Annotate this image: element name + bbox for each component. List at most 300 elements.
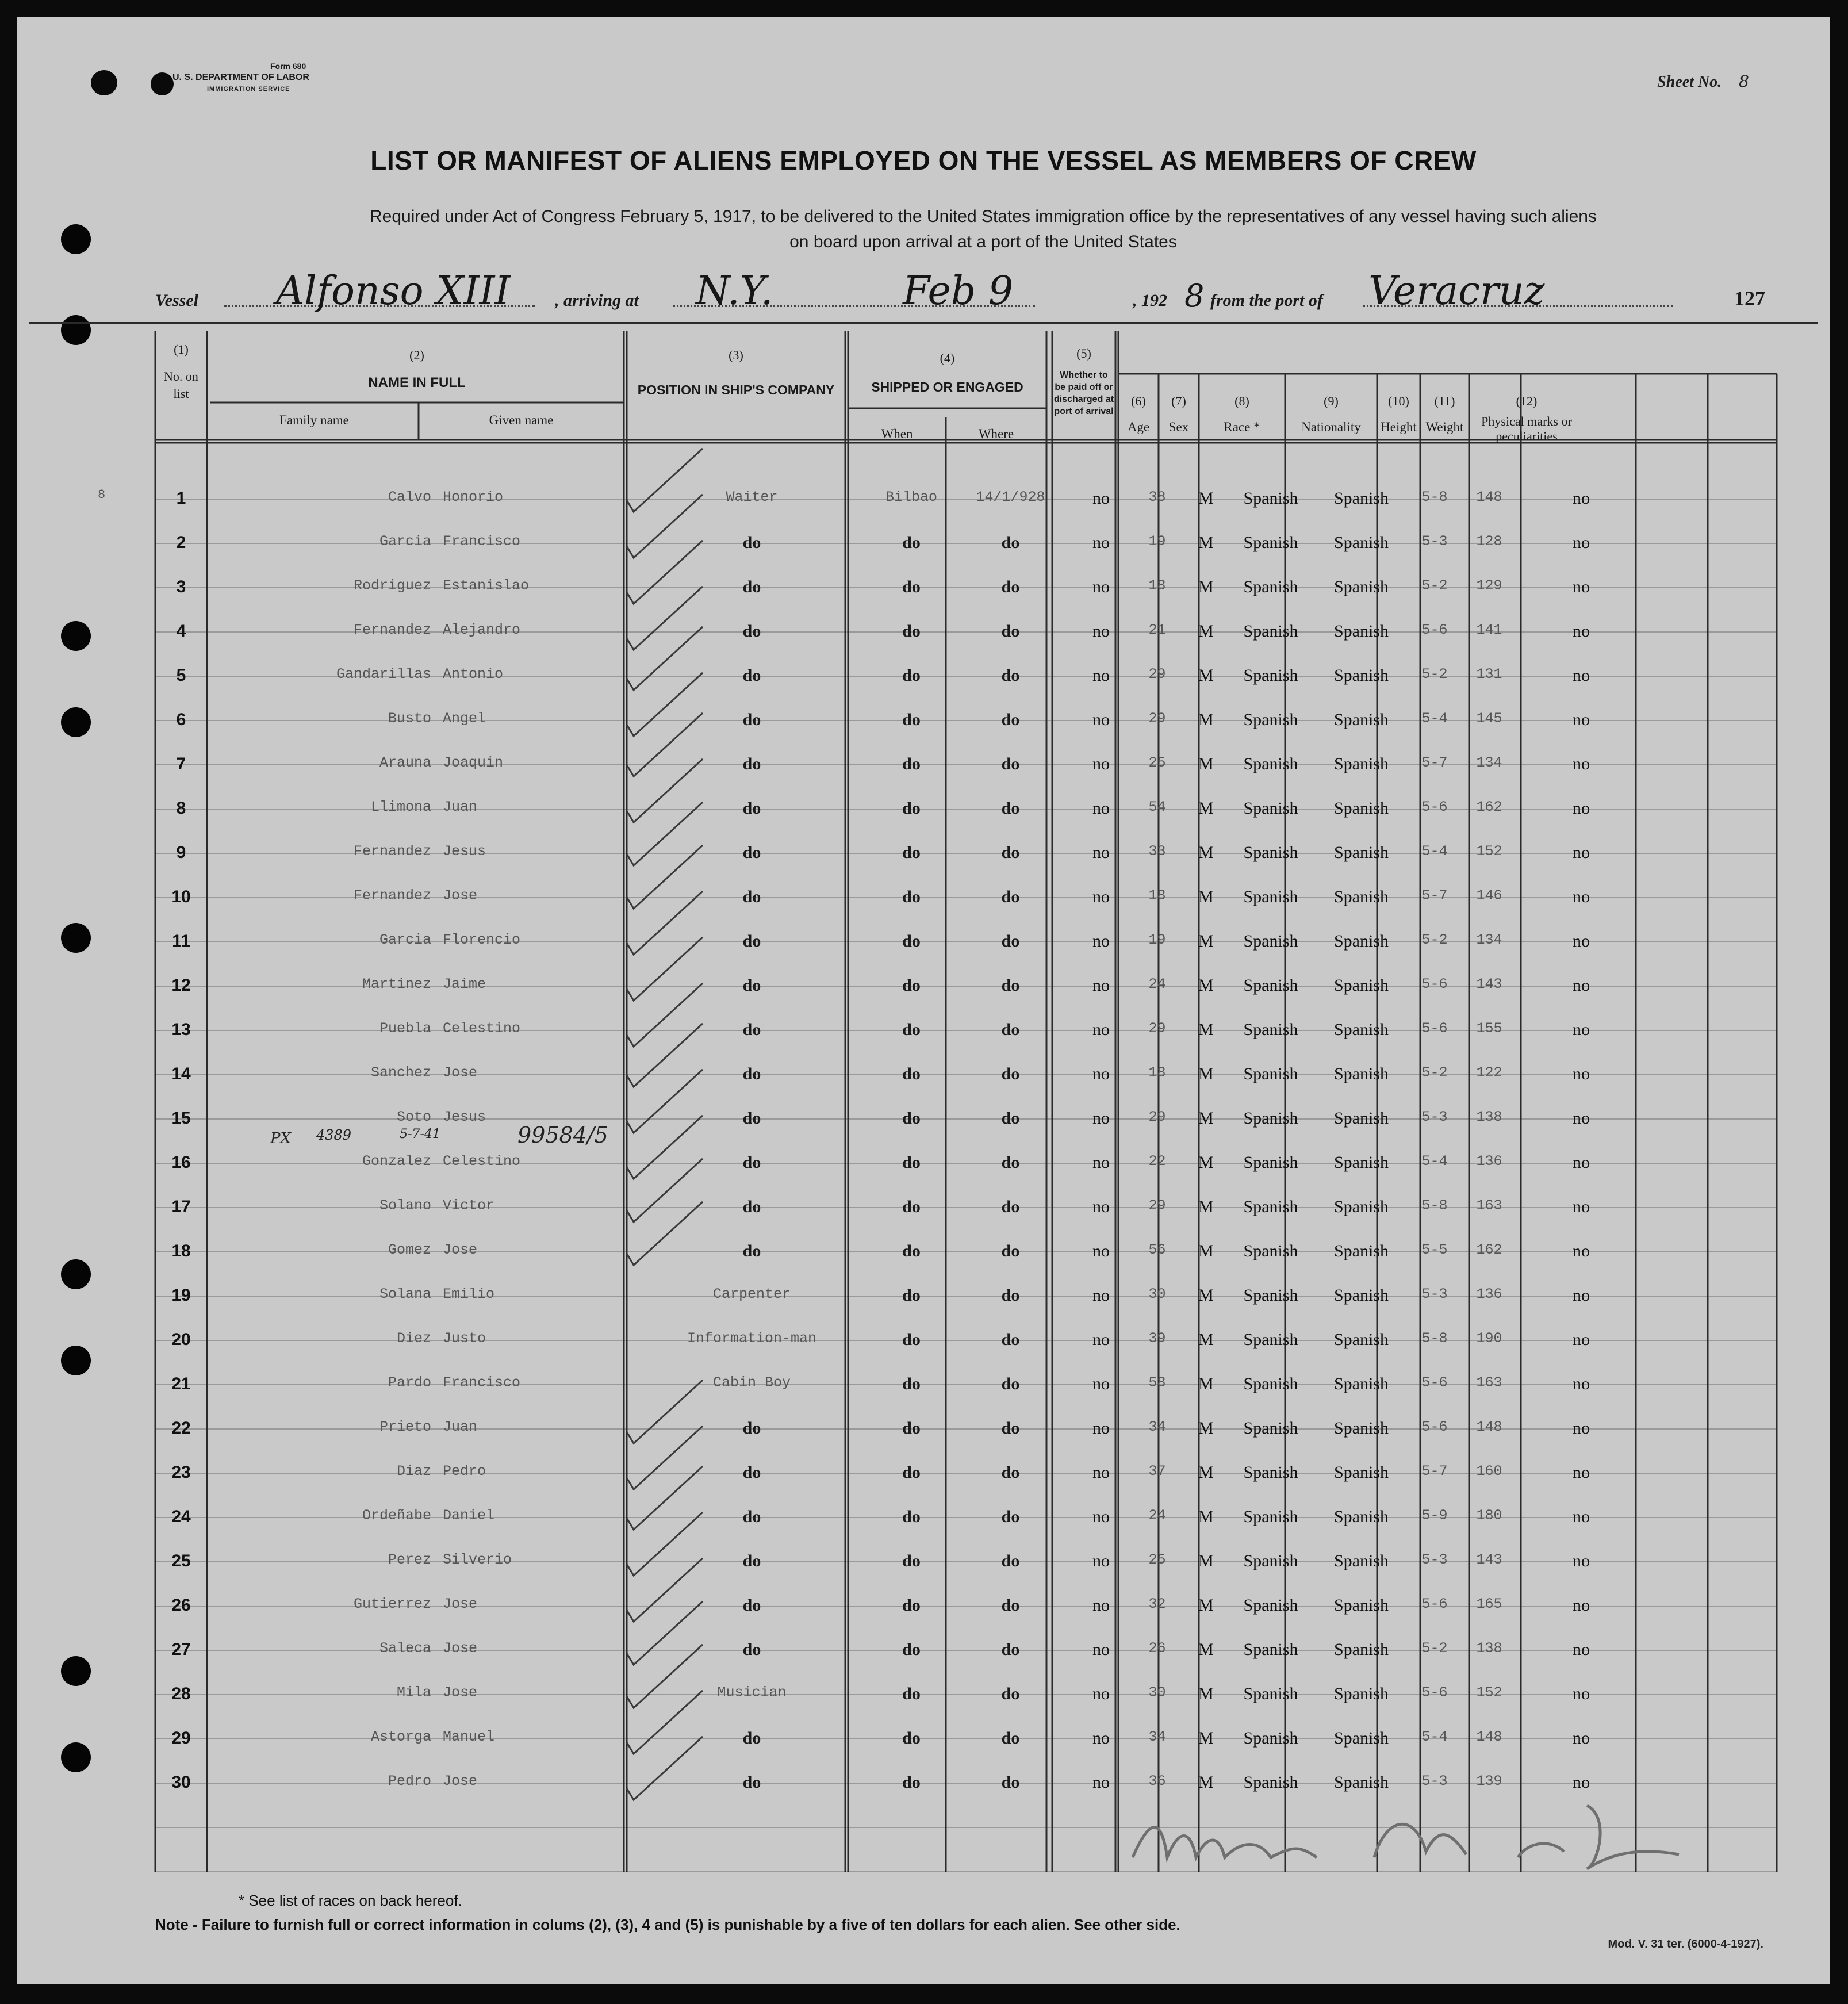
vessel-label: Vessel (155, 291, 198, 310)
physical-marks: no (1573, 843, 1590, 862)
shipped-when: do (902, 754, 921, 773)
table-row (17, 522, 1830, 566)
col8-header: Race * (1224, 420, 1260, 434)
shipped-when: do (902, 1596, 921, 1615)
age: 30 (1148, 1286, 1166, 1302)
weight: 163 (1476, 1374, 1502, 1391)
table-row (17, 1540, 1830, 1584)
row-number: 3 (176, 577, 186, 596)
shipped-when: do (902, 1153, 921, 1172)
family-name: Saleca (379, 1640, 431, 1657)
sex: M (1198, 1064, 1214, 1083)
table-row (17, 1717, 1830, 1761)
shipped-where: do (1001, 666, 1020, 685)
nationality: Spanish (1333, 1596, 1389, 1615)
height: 5-3 (1421, 533, 1448, 550)
family-name: Ordeñabe (362, 1507, 431, 1524)
table-row (17, 920, 1830, 964)
paid-off: no (1092, 1153, 1110, 1172)
sex: M (1198, 1684, 1214, 1703)
row-number: 19 (171, 1286, 191, 1305)
height: 5-6 (1421, 976, 1448, 993)
position: do (742, 1463, 761, 1482)
age: 29 (1148, 710, 1166, 727)
sex: M (1198, 622, 1214, 641)
shipped-where: do (1001, 1773, 1020, 1792)
paid-off: no (1092, 622, 1110, 641)
race: Spanish (1243, 1729, 1298, 1748)
px-label: PX (270, 1130, 292, 1147)
race: Spanish (1243, 1109, 1298, 1128)
sex: M (1198, 1419, 1214, 1438)
department-name: U. S. DEPARTMENT OF LABOR (172, 72, 309, 82)
sex: M (1198, 1020, 1214, 1039)
height: 5-6 (1421, 1374, 1448, 1391)
weight: 145 (1476, 710, 1502, 727)
position: do (742, 1596, 761, 1615)
height: 5-5 (1421, 1242, 1448, 1258)
row-number: 29 (171, 1729, 191, 1748)
weight: 155 (1476, 1020, 1502, 1037)
nationality: Spanish (1333, 843, 1389, 862)
shipped-when: do (902, 1419, 921, 1438)
nationality: Spanish (1333, 622, 1389, 641)
shipped-when: Bilbao (885, 489, 937, 505)
shipped-where: do (1001, 622, 1020, 641)
physical-marks: no (1573, 489, 1590, 508)
sex: M (1198, 1773, 1214, 1792)
paid-off: no (1092, 577, 1110, 596)
paid-off: no (1092, 1684, 1110, 1703)
table-row (17, 1584, 1830, 1629)
given-name: Francisco (443, 1374, 521, 1391)
table-row (17, 1629, 1830, 1673)
shipped-when: do (902, 932, 921, 951)
row-number: 20 (171, 1330, 191, 1349)
arrival-date: Feb 9 (903, 269, 1014, 314)
age: 18 (1148, 577, 1166, 594)
table-row (17, 1673, 1830, 1717)
shipped-where: do (1001, 1064, 1020, 1083)
physical-marks: no (1573, 1374, 1590, 1393)
height: 5-2 (1421, 1640, 1448, 1657)
weight: 129 (1476, 577, 1502, 594)
px-date: 5-7-41 (400, 1127, 440, 1141)
row-number: 17 (171, 1197, 191, 1216)
physical-marks: no (1573, 1153, 1590, 1172)
sex: M (1198, 887, 1214, 906)
given-name: Juan (443, 799, 478, 815)
sex: M (1198, 843, 1214, 862)
position: do (742, 1773, 761, 1792)
weight: 138 (1476, 1109, 1502, 1125)
row-number: 5 (176, 666, 186, 685)
arriving-label: , arriving at (555, 291, 639, 310)
shipped-when: do (902, 1463, 921, 1482)
age: 21 (1148, 622, 1166, 638)
shipped-where: do (1001, 1286, 1020, 1305)
height: 5-8 (1421, 1330, 1448, 1347)
nationality: Spanish (1333, 1640, 1389, 1659)
shipped-when: do (902, 1286, 921, 1305)
shipped-where: 14/1/928 (976, 489, 1045, 505)
sex: M (1198, 754, 1214, 773)
nationality: Spanish (1333, 1419, 1389, 1438)
shipped-when: do (902, 1729, 921, 1748)
table-row (17, 964, 1830, 1009)
sex: M (1198, 710, 1214, 729)
sex: M (1198, 533, 1214, 552)
nationality: Spanish (1333, 976, 1389, 995)
age: 32 (1148, 1596, 1166, 1612)
given-name: Alejandro (443, 622, 521, 638)
sex: M (1198, 1109, 1214, 1128)
row-number: 25 (171, 1551, 191, 1570)
physical-marks: no (1573, 1773, 1590, 1792)
family-name: Diaz (396, 1463, 431, 1480)
shipped-when: do (902, 976, 921, 995)
sex: M (1198, 799, 1214, 818)
physical-marks: no (1573, 1020, 1590, 1039)
table-row (17, 1319, 1830, 1363)
paid-off: no (1092, 710, 1110, 729)
given-name: Jesus (443, 1109, 486, 1125)
shipped-where: do (1001, 1463, 1020, 1482)
row-number: 16 (171, 1153, 191, 1172)
arrival-port: N.Y. (696, 269, 773, 314)
paid-off: no (1092, 1596, 1110, 1615)
height: 5-2 (1421, 1064, 1448, 1081)
height: 5-9 (1421, 1507, 1448, 1524)
height: 5-6 (1421, 1419, 1448, 1435)
given-name: Jose (443, 1064, 478, 1081)
col10-header: Height (1381, 420, 1417, 434)
table-row (17, 610, 1830, 654)
from-port-label: from the port of (1210, 291, 1323, 310)
paid-off: no (1092, 1197, 1110, 1216)
table-row (17, 1230, 1830, 1274)
position: do (742, 533, 761, 552)
given-name: Jose (443, 1773, 478, 1790)
race: Spanish (1243, 1330, 1298, 1349)
given-name: Pedro (443, 1463, 486, 1480)
height: 5-7 (1421, 887, 1448, 904)
given-name: Silverio (443, 1551, 512, 1568)
weight: 139 (1476, 1773, 1502, 1790)
age: 58 (1148, 1374, 1166, 1391)
shipped-where: do (1001, 1153, 1020, 1172)
sex: M (1198, 666, 1214, 685)
table-row (17, 654, 1830, 699)
weight: 148 (1476, 489, 1502, 505)
shipped-where: do (1001, 1684, 1020, 1703)
family-name: Fernandez (353, 622, 431, 638)
sex: M (1198, 1507, 1214, 1526)
family-name: Busto (388, 710, 431, 727)
nationality: Spanish (1333, 1463, 1389, 1482)
height: 5-7 (1421, 754, 1448, 771)
shipped-when: do (902, 1507, 921, 1526)
family-name: Gomez (388, 1242, 431, 1258)
position: do (742, 1020, 761, 1039)
nationality: Spanish (1333, 533, 1389, 552)
family-name: Martinez (362, 976, 431, 993)
paid-off: no (1092, 1463, 1110, 1482)
height: 5-6 (1421, 622, 1448, 638)
nationality: Spanish (1333, 1286, 1389, 1305)
paid-off: no (1092, 1242, 1110, 1260)
height: 5-4 (1421, 1729, 1448, 1745)
nationality: Spanish (1333, 1729, 1389, 1748)
shipped-where: do (1001, 533, 1020, 552)
col12-number: (12) (1516, 394, 1538, 408)
race: Spanish (1243, 1064, 1298, 1083)
row-number: 15 (171, 1109, 191, 1128)
race: Spanish (1243, 1153, 1298, 1172)
family-name: Fernandez (353, 843, 431, 860)
nationality: Spanish (1333, 1684, 1389, 1703)
col4-number: (4) (940, 351, 955, 365)
year-label: , 192 (1133, 291, 1167, 310)
height: 5-6 (1421, 1596, 1448, 1612)
row-number: 8 (176, 799, 186, 818)
position: do (742, 843, 761, 862)
physical-marks: no (1573, 1242, 1590, 1260)
age: 25 (1148, 754, 1166, 771)
physical-marks: no (1573, 1640, 1590, 1659)
paid-off: no (1092, 533, 1110, 552)
age: 22 (1148, 1153, 1166, 1170)
physical-marks: no (1573, 976, 1590, 995)
paid-off: no (1092, 754, 1110, 773)
race: Spanish (1243, 1020, 1298, 1039)
shipped-where: do (1001, 577, 1020, 596)
given-name: Florencio (443, 932, 521, 948)
weight: 136 (1476, 1286, 1502, 1302)
shipped-where: do (1001, 799, 1020, 818)
shipped-where: do (1001, 1020, 1020, 1039)
position: Information-man (687, 1330, 817, 1347)
race: Spanish (1243, 1773, 1298, 1792)
shipped-when: do (902, 1242, 921, 1260)
given-name: Antonio (443, 666, 504, 683)
family-name: Puebla (379, 1020, 431, 1037)
sex: M (1198, 932, 1214, 951)
table-row (17, 1451, 1830, 1496)
race: Spanish (1243, 1242, 1298, 1260)
nationality: Spanish (1333, 1020, 1389, 1039)
table-row (17, 1274, 1830, 1319)
col2-number: (2) (409, 348, 424, 362)
sex: M (1198, 1153, 1214, 1172)
position: do (742, 666, 761, 685)
age: 29 (1148, 666, 1166, 683)
col9-number: (9) (1324, 394, 1339, 408)
paid-off: no (1092, 1330, 1110, 1349)
shipped-when: do (902, 887, 921, 906)
height: 5-6 (1421, 799, 1448, 815)
shipped-where: do (1001, 1729, 1020, 1748)
given-name: Celestino (443, 1153, 521, 1170)
paid-off: no (1092, 843, 1110, 862)
position: do (742, 1507, 761, 1526)
row-number: 11 (172, 932, 190, 951)
race: Spanish (1243, 1463, 1298, 1482)
family-name: Garcia (379, 932, 431, 948)
shipped-where: do (1001, 1551, 1020, 1570)
family-name: Gonzalez (362, 1153, 431, 1170)
given-name: Honorio (443, 489, 504, 505)
race: Spanish (1243, 932, 1298, 951)
age: 19 (1148, 533, 1166, 550)
position: do (742, 577, 761, 596)
family-name: Fernandez (353, 887, 431, 904)
race: Spanish (1243, 577, 1298, 596)
age: 38 (1148, 489, 1166, 505)
given-name: Victor (443, 1197, 495, 1214)
col12-header: Physical marks or peculiarities (1481, 414, 1572, 443)
paid-off: no (1092, 666, 1110, 685)
age: 24 (1148, 976, 1166, 993)
nationality: Spanish (1333, 1330, 1389, 1349)
note-label: Note (155, 1916, 189, 1933)
position: do (742, 799, 761, 818)
family-name: Pedro (388, 1773, 431, 1790)
sex: M (1198, 577, 1214, 596)
shipped-where: do (1001, 1197, 1020, 1216)
physical-marks: no (1573, 1419, 1590, 1438)
position: do (742, 754, 761, 773)
row-number: 18 (171, 1242, 191, 1260)
family-name: Calvo (388, 489, 431, 505)
weight: 162 (1476, 799, 1502, 815)
sex: M (1198, 1551, 1214, 1570)
shipped-when: do (902, 1109, 921, 1128)
table-row (17, 1141, 1830, 1186)
shipped-when: do (902, 622, 921, 641)
col2-given-header: Given name (489, 413, 554, 427)
col7-header: Sex (1168, 420, 1189, 434)
signature-scrawl (1127, 1794, 1702, 1875)
weight: 148 (1476, 1729, 1502, 1745)
col7-number: (7) (1171, 394, 1186, 408)
height: 5-3 (1421, 1773, 1448, 1790)
race: Spanish (1243, 1197, 1298, 1216)
given-name: Celestino (443, 1020, 521, 1037)
family-name: Llimona (370, 799, 431, 815)
sex: M (1198, 976, 1214, 995)
sex: M (1198, 1242, 1214, 1260)
race: Spanish (1243, 1286, 1298, 1305)
physical-marks: no (1573, 1463, 1590, 1482)
table-row (17, 477, 1830, 522)
physical-marks: no (1573, 577, 1590, 596)
weight: 128 (1476, 533, 1502, 550)
col11-header: Weight (1425, 420, 1464, 434)
position: do (742, 1551, 761, 1570)
position: do (742, 1064, 761, 1083)
race: Spanish (1243, 754, 1298, 773)
nationality: Spanish (1333, 666, 1389, 685)
shipped-where: do (1001, 1242, 1020, 1260)
shipped-where: do (1001, 843, 1020, 862)
given-name: Jose (443, 1596, 478, 1612)
family-name: Solano (379, 1197, 431, 1214)
shipped-when: do (902, 1330, 921, 1349)
height: 5-3 (1421, 1551, 1448, 1568)
physical-marks: no (1573, 533, 1590, 552)
shipped-where: do (1001, 754, 1020, 773)
sheet-number-label: Sheet No. (1657, 73, 1722, 91)
physical-marks: no (1573, 1551, 1590, 1570)
position: do (742, 932, 761, 951)
note-text: - Failure to furnish full or correct information in colums (2), (3), 4 and (5) is punishable by a five of ten dollars for each alien. See other side. (193, 1916, 1180, 1933)
form-revision: Mod. V. 31 ter. (6000-4-1927). (1608, 1938, 1763, 1951)
physical-marks: no (1573, 666, 1590, 685)
row-number: 26 (171, 1596, 191, 1615)
family-name: Diez (396, 1330, 431, 1347)
nationality: Spanish (1333, 1153, 1389, 1172)
race: Spanish (1243, 976, 1298, 995)
sex: M (1198, 1330, 1214, 1349)
col5-number: (5) (1076, 346, 1091, 361)
race: Spanish (1243, 1419, 1298, 1438)
row-number: 13 (171, 1020, 191, 1039)
age: 30 (1148, 1684, 1166, 1701)
paid-off: no (1092, 799, 1110, 818)
race: Spanish (1243, 1551, 1298, 1570)
manifest-title: LIST OR MANIFEST OF ALIENS EMPLOYED ON THE VESSEL AS MEMBERS OF CREW (370, 145, 1477, 175)
shipped-where: do (1001, 1640, 1020, 1659)
sex: M (1198, 1374, 1214, 1393)
given-name: Jose (443, 1684, 478, 1701)
weight: 122 (1476, 1064, 1502, 1081)
given-name: Estanislao (443, 577, 530, 594)
position: Carpenter (712, 1286, 791, 1302)
shipped-when: do (902, 1064, 921, 1083)
race: Spanish (1243, 533, 1298, 552)
col3-number: (3) (729, 348, 743, 362)
weight: 136 (1476, 1153, 1502, 1170)
physical-marks: no (1573, 622, 1590, 641)
table-row (17, 1186, 1830, 1230)
table-row (17, 832, 1830, 876)
paid-off: no (1092, 1773, 1110, 1792)
race: Spanish (1243, 666, 1298, 685)
row-number: 21 (171, 1374, 191, 1393)
position: do (742, 1419, 761, 1438)
sex: M (1198, 1286, 1214, 1305)
age: 37 (1148, 1463, 1166, 1480)
captain-signature (1127, 1794, 1702, 1888)
nationality: Spanish (1333, 887, 1389, 906)
table-row (17, 876, 1830, 920)
shipped-where: do (1001, 1374, 1020, 1393)
table-row (17, 1407, 1830, 1451)
physical-marks: no (1573, 932, 1590, 951)
race: Spanish (1243, 489, 1298, 508)
paid-off: no (1092, 976, 1110, 995)
age: 18 (1148, 887, 1166, 904)
weight: 138 (1476, 1640, 1502, 1657)
physical-marks: no (1573, 1064, 1590, 1083)
col2-family-header: Family name (279, 413, 349, 427)
height: 5-7 (1421, 1463, 1448, 1480)
physical-marks: no (1573, 1684, 1590, 1703)
position: do (742, 976, 761, 995)
year-digit: 8 (1184, 278, 1205, 314)
col9-header: Nationality (1301, 420, 1361, 434)
